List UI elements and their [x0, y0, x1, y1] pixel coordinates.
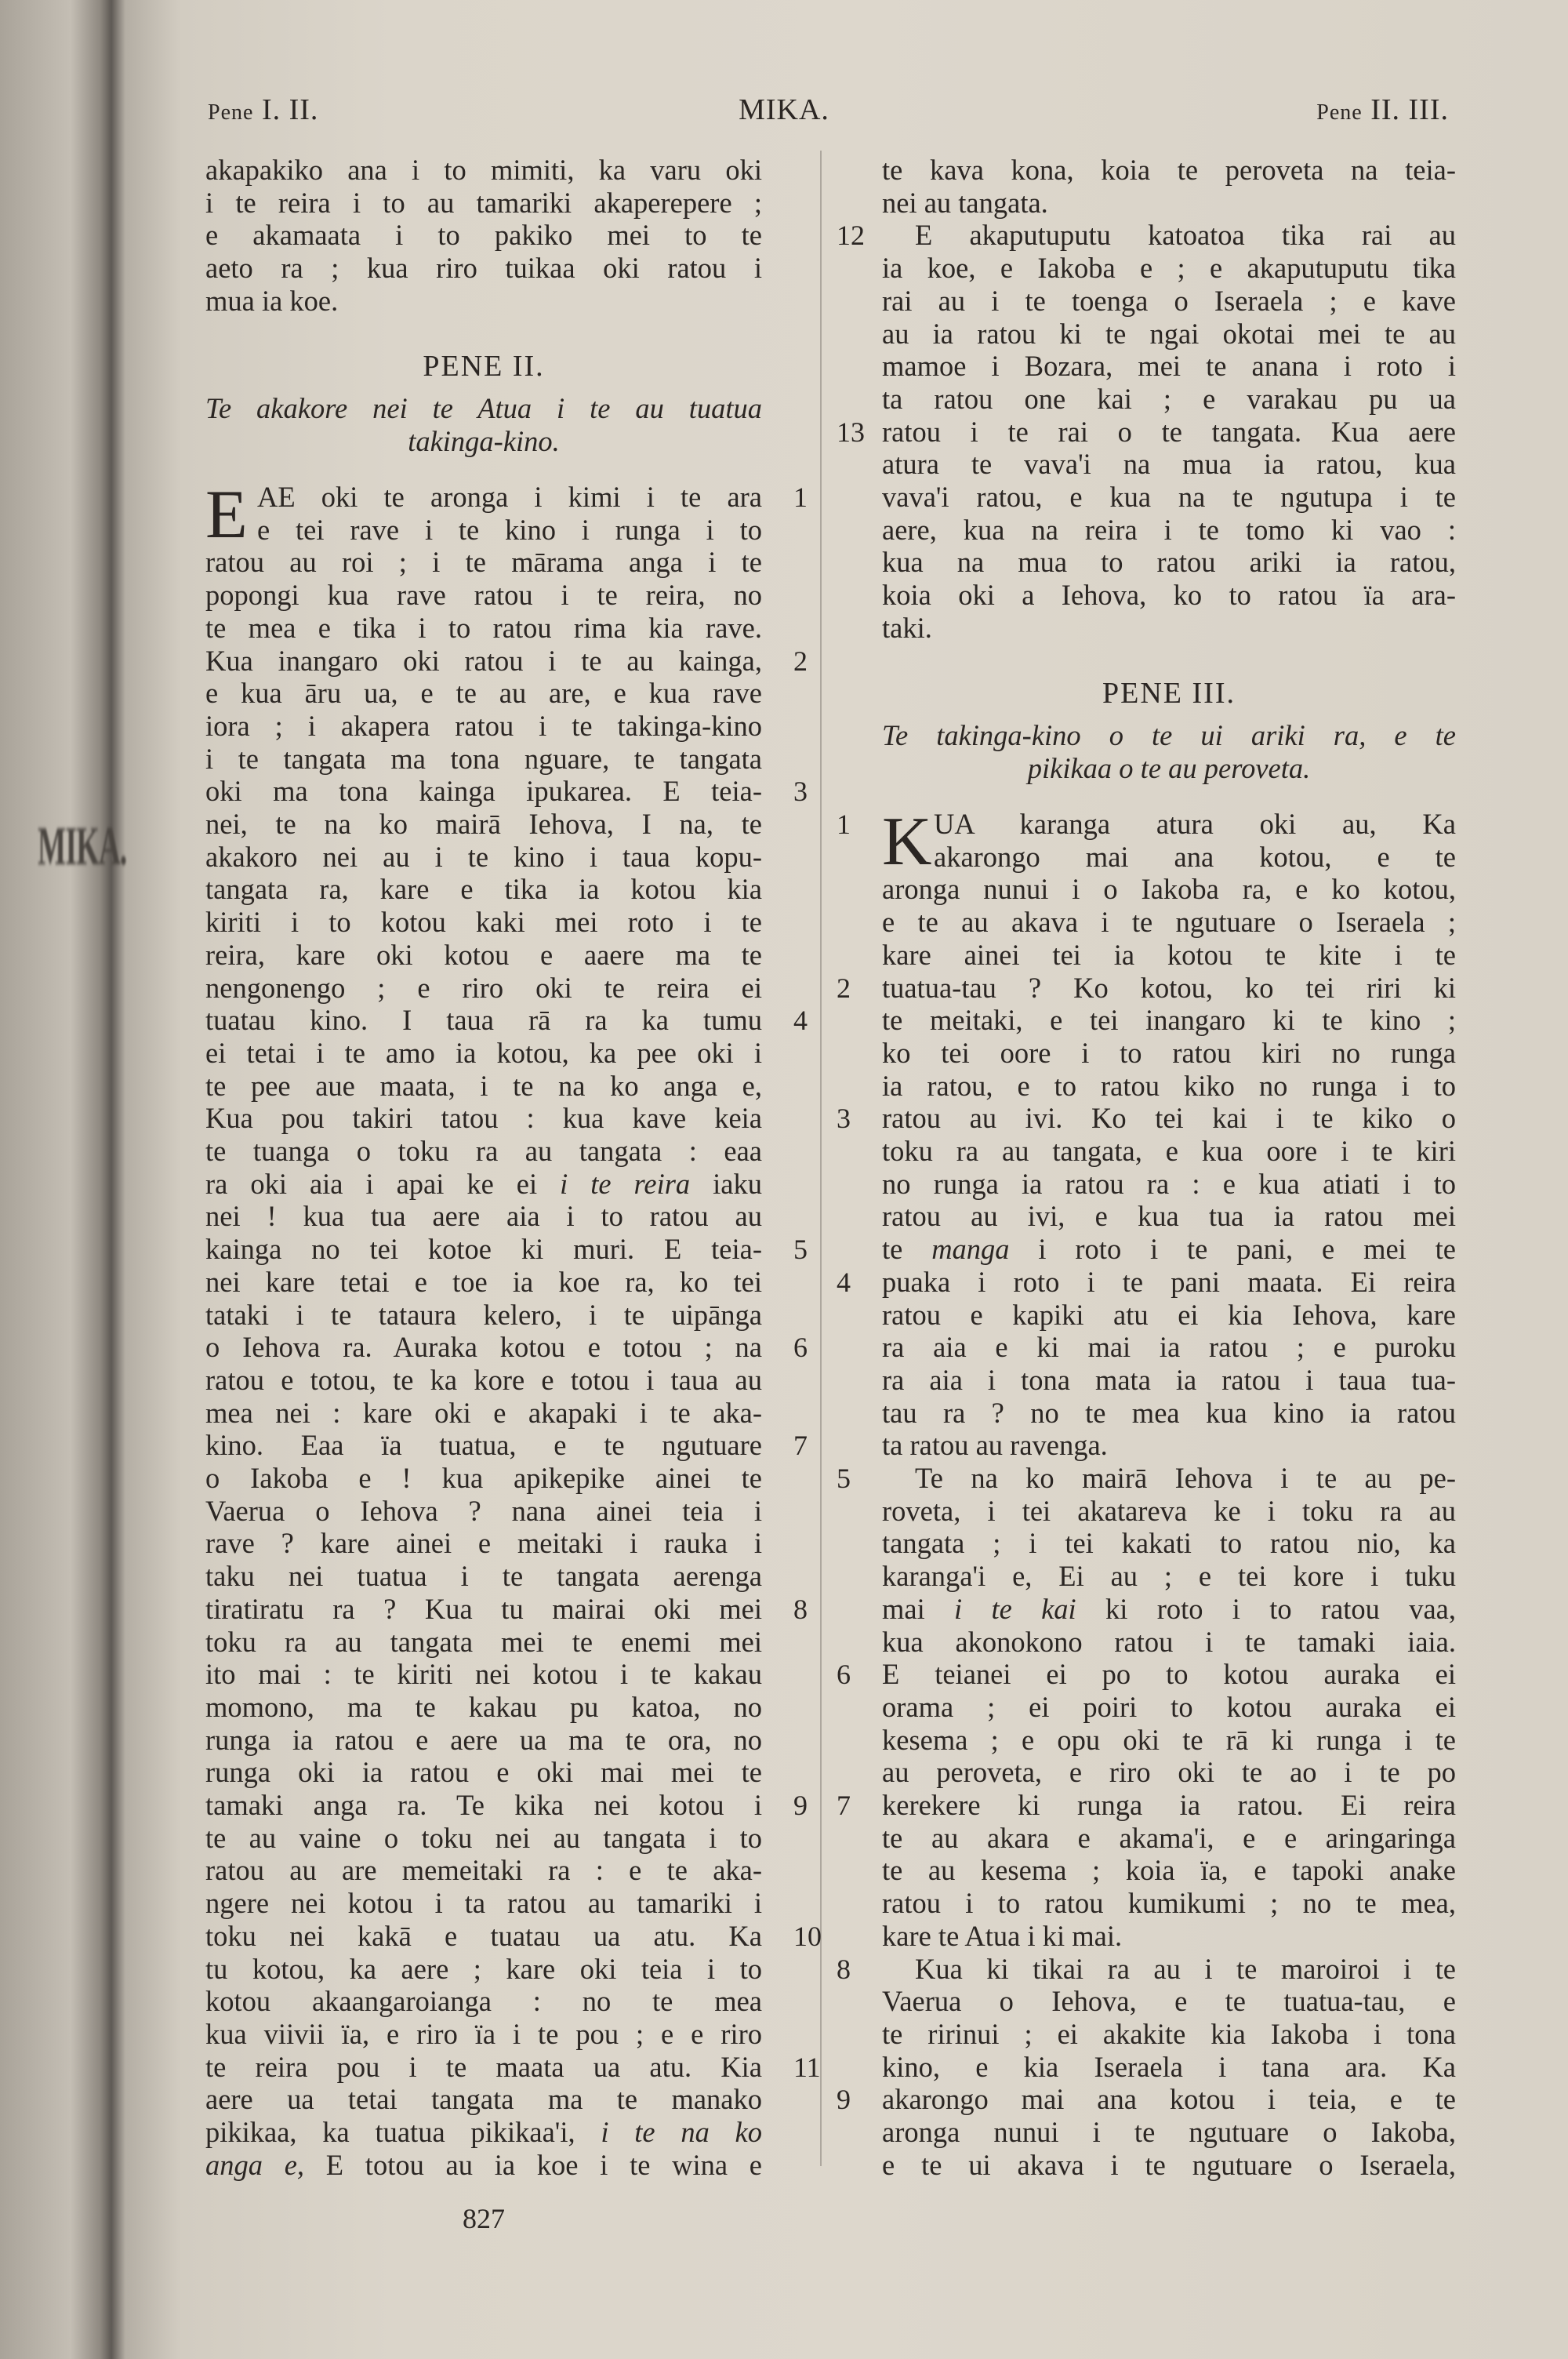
text-line [882, 1364, 1456, 1397]
line-text: roveta, i tei akatareva ke i toku ra au [882, 1494, 1456, 1527]
line-text: kua viivii ïa, e riro ïa i te pou ; e e riro [205, 2017, 762, 2050]
text-segment: iaku [690, 1167, 762, 1200]
text-line [205, 219, 762, 252]
line-text: e te ui akava i te ngutuare o Iseraela, [882, 2148, 1456, 2181]
line-text: UA karanga atura oki au, Ka [934, 808, 1456, 840]
text-line [882, 1920, 1456, 1953]
line-text: Vaerua o Iehova ? nana ainei teia i [205, 1494, 762, 1527]
verse-number: 9 [837, 2084, 851, 2116]
text-line [882, 906, 1456, 939]
text-line [205, 1331, 762, 1364]
text-line [882, 1887, 1456, 1920]
text-line [882, 481, 1456, 514]
line-text: vava'i ratou, e kua na te ngutupa i te [882, 481, 1456, 513]
text-line [882, 1135, 1456, 1168]
text-line [205, 1429, 762, 1462]
text-line [205, 612, 762, 645]
italic-text: i te kai [954, 1592, 1076, 1625]
text-line [882, 514, 1456, 547]
line-text: tu kotou, ka aere ; kare oki teia i to [205, 1952, 762, 1985]
line-text: nengonengo ; e riro oki te reira ei [205, 971, 762, 1004]
line-text: te tuanga o toku ra au tangata : eaa [205, 1135, 762, 1167]
text-segment: te [882, 1233, 932, 1266]
text-line [205, 2116, 762, 2149]
text-line [205, 1266, 762, 1299]
line-text: Kua ki tikai ra au i te maroiroi i te [915, 1952, 1456, 1985]
line-text: puaka i roto i te pani maata. Ei reira [882, 1265, 1456, 1298]
line-text: i te tangata ma tona nguare, te tangata [205, 742, 762, 775]
text-segment: mai [882, 1592, 955, 1625]
running-head-right-chapters: II. III. [1370, 93, 1449, 126]
text-line [882, 1004, 1456, 1037]
text-line [205, 1985, 762, 2018]
text-line [882, 1299, 1456, 1332]
text-line [882, 1397, 1456, 1430]
text-line [205, 1233, 762, 1266]
running-head-left-label: Pene [208, 100, 254, 125]
text-line [882, 1495, 1456, 1528]
text-line [205, 1070, 762, 1103]
text-line [882, 2051, 1456, 2084]
text-line [882, 1429, 1456, 1462]
line-text: kiriti i to kotou kaki mei roto i te [205, 906, 762, 939]
line-text: o Iehova ra. Auraka kotou e totou ; na [205, 1331, 762, 1364]
text-line [205, 1854, 762, 1887]
line-text: e kua āru ua, e te au are, e kua rave [205, 677, 762, 710]
line-text: atura te vava'i na mua ia ratou, kua [882, 448, 1456, 481]
text-line [205, 972, 762, 1005]
text-line [882, 448, 1456, 481]
drop-cap: E [205, 477, 248, 553]
verse-number: 3 [837, 1103, 851, 1135]
text-line [205, 252, 762, 285]
column-divider [820, 151, 822, 2166]
line-text: au ia ratou ki te ngai okotai mei te au [882, 317, 1456, 350]
text-line [205, 906, 762, 939]
line-text: ia ratou, e to ratou kiko no runga i to [882, 1069, 1456, 1102]
line-text: e te au akava i te ngutuare o Iseraela ; [882, 906, 1456, 939]
text-line [882, 873, 1456, 906]
text-line [205, 1299, 762, 1332]
line-text: ito mai : te kiriti nei kotou i te kakau [205, 1658, 762, 1691]
text-line [205, 1037, 762, 1070]
text-line [205, 1626, 762, 1659]
running-head-left-chapters: I. II. [261, 93, 319, 126]
text-line [205, 1789, 762, 1822]
line-text: te reira pou i te maata ua atu. Kia [205, 2050, 762, 2083]
verse-number: 2 [837, 972, 851, 1004]
text-line [882, 1756, 1456, 1789]
text-segment: ki roto i to ratou vaa, [1076, 1592, 1456, 1625]
line-text: e tei rave i te kino i runga i to [257, 513, 762, 546]
text-line [882, 1331, 1456, 1364]
line-text: runga ia ratou e aere ua ma te ora, no [205, 1723, 762, 1756]
text-line [205, 2018, 762, 2051]
text-line [882, 1789, 1456, 1822]
verse-number: 8 [793, 1593, 808, 1625]
text-line [205, 645, 762, 678]
text-line [205, 710, 762, 743]
line-text: tiratiratu ra ? Kua tu mairai oki mei [205, 1592, 762, 1625]
italic-text: i te reira [560, 1167, 691, 1200]
line-text: ratou i to ratou kumikumi ; no te mea, [882, 1887, 1456, 1920]
text-line [882, 1985, 1456, 2018]
text-line [205, 1364, 762, 1397]
text-line [882, 2149, 1456, 2182]
line-text: nei, te na ko mairā Iehova, I na, te [205, 808, 762, 840]
text-line [205, 775, 762, 808]
verse-number: 2 [793, 645, 808, 677]
text-line [205, 318, 762, 351]
text-line [882, 383, 1456, 416]
line-text: orama ; ei poiri to kotou auraka ei [882, 1690, 1456, 1723]
text-line [882, 775, 1456, 808]
line-text: aere ua tetai tangata ma te manako [205, 2083, 762, 2116]
line-text: aere, kua na reira i te tomo ki vao : [882, 513, 1456, 546]
line-text: mua ia koe. [205, 284, 339, 317]
text-line [205, 1527, 762, 1560]
line-text: tau ra ? no te mea kua kino ia ratou [882, 1396, 1456, 1429]
line-text: ratou i te rai o te tangata. Kua aere [882, 415, 1456, 448]
line-text: ratou e totou, te ka kore e totou i taua au [205, 1363, 762, 1396]
text-line [882, 219, 1456, 252]
line-text: tuatua-tau ? Ko kotou, ko tei riri ki [882, 971, 1456, 1004]
line-text: kua na mua to ratou ariki ia ratou, [882, 546, 1456, 579]
line-text: momono, ma te kakau pu katoa, no [205, 1690, 762, 1723]
line-text: kesema ; e opu oki te rā ki runga i te [882, 1723, 1456, 1756]
line-text: te kava kona, koia te peroveta na teia- [882, 154, 1456, 186]
text-line [882, 1691, 1456, 1724]
line-text: te mea e tika i to ratou rima kia rave. [205, 611, 762, 644]
chapter-summary-line [882, 719, 1456, 752]
text-line [882, 416, 1456, 449]
text-line [882, 1854, 1456, 1887]
line-text: kua akonokono ratou i te tamaki iaia. [882, 1625, 1456, 1658]
line-text: i te reira i to au tamariki akaperepere ; [205, 186, 762, 219]
line-text: kino. Eaa ïa tuatua, e te ngutuare [205, 1429, 762, 1462]
text-line [205, 1756, 762, 1789]
text-line [882, 939, 1456, 972]
verse-number: 12 [837, 220, 865, 252]
drop-cap: K [882, 804, 932, 880]
text-segment: pikikaa, ka tuatua pikikaa'i, [205, 2116, 601, 2148]
text-line [882, 1953, 1456, 1986]
text-line [205, 579, 762, 612]
text-line [205, 1168, 762, 1201]
line-text: akakoro nei au i te kino i taua kopu- [205, 840, 762, 873]
line-text: Vaerua o Iehova, e te tuatua-tau, e [882, 1985, 1456, 2018]
line-text: toku ra au tangata mei te enemi mei [205, 1625, 762, 1658]
line-text: ta ratou one kai ; e varakau pu ua [882, 382, 1456, 415]
line-text: oki ma tona kainga ipukarea. E teia- [205, 775, 762, 808]
text-line [205, 1004, 762, 1037]
verse-number: 9 [793, 1790, 808, 1821]
text-line [882, 1593, 1456, 1626]
line-text: aronga nunui i te ngutuare o Iakoba, [882, 2116, 1456, 2148]
line-text: te au vaine o toku nei au tangata i to [205, 1821, 762, 1854]
line-text: Kua inangaro oki ratou i te au kainga, [205, 644, 762, 677]
text-line [882, 1200, 1456, 1233]
line-text: e akamaata i to pakiko mei to te [205, 219, 762, 252]
text-line [205, 1102, 762, 1135]
line-text: no runga ia ratou ra : e kua atiati i to [882, 1167, 1456, 1200]
line-text: ko tei oore i to ratou kiri no runga [882, 1036, 1456, 1069]
text-line [882, 546, 1456, 579]
text-line [882, 252, 1456, 285]
verse-number: 8 [837, 1953, 851, 1985]
line-text: Te na ko mairā Iehova i te au pe- [915, 1462, 1456, 1494]
line-text: Kua pou takiri tatou : kua kave keia [205, 1102, 762, 1135]
line-text: ratou au ivi, e kua tua ia ratou mei [882, 1200, 1456, 1233]
text-line [205, 677, 762, 710]
line-text: tataki i te tataura kelero, i te uipānga [205, 1298, 762, 1331]
verse-number: 10 [793, 1920, 822, 1952]
line-text: rave ? kare ainei e meitaki i rauka i [205, 1527, 762, 1560]
line-text: akapakiko ana i to mimiti, ka varu oki [205, 154, 762, 186]
text-line [205, 743, 762, 776]
text-line [882, 1658, 1456, 1691]
verse-number: 7 [793, 1430, 808, 1462]
line-text: pikikaa o te au peroveta. [1027, 751, 1311, 784]
italic-text: anga e, [205, 2148, 305, 2181]
text-line [205, 1658, 762, 1691]
text-line [205, 1560, 762, 1593]
italic-text: manga [931, 1233, 1010, 1266]
text-line [205, 546, 762, 579]
text-line [205, 841, 762, 874]
line-text: ratou e kapiki atu ei kia Iehova, kare [882, 1298, 1456, 1331]
line-text: popongi kua rave ratou i te reira, no [205, 579, 762, 612]
line-text: nei kare tetai e toe ia koe ra, ko tei [205, 1265, 762, 1298]
text-segment: ra oki aia i apai ke ei [205, 1167, 561, 1200]
line-text: runga oki ia ratou e oki mai mei te [205, 1756, 762, 1789]
line-text: akarongo mai ana kotou, e te [934, 840, 1456, 873]
line-text: aronga nunui i o Iakoba ra, e ko kotou, [882, 873, 1456, 906]
line-text: nei ! kua tua aere aia i to ratou au [205, 1200, 762, 1233]
line-text: ei tetai i te amo ia kotou, ka pee oki i [205, 1036, 762, 1069]
running-head-book-title: MIKA. [739, 93, 829, 126]
line-text: kerekere ki runga ia ratou. Ei reira [882, 1789, 1456, 1821]
text-line [205, 285, 762, 318]
verse-number: 4 [837, 1266, 851, 1298]
line-text: te au akara e akama'i, e e aringaringa [882, 1821, 1456, 1854]
page-number: 827 [463, 2203, 505, 2234]
verse-number: 1 [837, 809, 851, 840]
line-text: kare ainei tei ia kotou te kite i te [882, 938, 1456, 971]
line-text: te pee aue maata, i te na ko anga e, [205, 1069, 762, 1102]
verse-number: 13 [837, 416, 865, 448]
line-text: au peroveta, e riro oki te ao i te po [882, 1756, 1456, 1789]
text-line [882, 612, 1456, 645]
line-text: kare te Atua i ki mai. [882, 1919, 1123, 1952]
running-head-right [1316, 93, 1449, 127]
text-line [205, 2051, 762, 2084]
text-line [205, 154, 762, 187]
line-text: ratou au roi ; i te mārama anga i te [205, 546, 762, 579]
text-line [205, 939, 762, 972]
text-line [205, 1953, 762, 1986]
line-text: mea nei : kare oki e akapaki i te aka- [205, 1396, 762, 1429]
text-line [882, 350, 1456, 383]
running-head-right-label: Pene [1316, 100, 1363, 125]
line-text: kino, e kia Iseraela i tana ara. Ka [882, 2050, 1456, 2083]
verse-number: 6 [837, 1659, 851, 1691]
line-text: te au kesema ; koia ïa, e tapoki anake [882, 1854, 1456, 1887]
text-segment: i roto i te pani, e mei te [1009, 1233, 1456, 1266]
line-text: ratou au are memeitaki ra : e te aka- [205, 1854, 762, 1887]
text-line [882, 1233, 1456, 1266]
line-text: Te akakore nei te Atua i te au tuatua [205, 391, 762, 424]
chapter-heading [205, 350, 762, 383]
line-text: mamoe i Bozara, mei te anana i roto i [882, 350, 1456, 383]
line-text: koia oki a Iehova, ko to ratou ïa ara- [882, 579, 1456, 612]
line-text: PENE II. [423, 350, 545, 383]
line-text: taki. [882, 611, 932, 644]
verse-number: 6 [793, 1332, 808, 1364]
line-text: tangata ra, kare e tika ia kotou kia [205, 873, 762, 906]
verse-number: 4 [793, 1005, 808, 1037]
text-line [205, 448, 762, 481]
text-line [205, 1135, 762, 1168]
text-line [205, 1887, 762, 1920]
text-line [882, 2083, 1456, 2116]
text-line [882, 1560, 1456, 1593]
line-text: ia koe, e Iakoba e ; e akaputuputu tika [882, 252, 1456, 285]
text-line [205, 808, 762, 841]
line-text: tangata ; i tei kakati to ratou nio, ka [882, 1527, 1456, 1560]
text-line [882, 1724, 1456, 1757]
line-text: toku ra au tangata, e kua oore i te kiri [882, 1135, 1456, 1167]
text-line [882, 1527, 1456, 1560]
text-line [882, 1070, 1456, 1103]
line-text: rai au i te toenga o Iseraela ; e kave [882, 284, 1456, 317]
line-text: akarongo mai ana kotou i teia, e te [882, 2083, 1456, 2116]
line-text: ra aia e ki mai ia ratou ; e puroku [882, 1331, 1456, 1364]
text-line [882, 318, 1456, 351]
line-text: E teianei ei po to kotou auraka ei [882, 1658, 1456, 1691]
verse-number: 5 [837, 1463, 851, 1494]
verse-number: 1 [793, 482, 808, 513]
text-line [882, 1266, 1456, 1299]
text-line [205, 1724, 762, 1757]
text-line [205, 1200, 762, 1233]
line-text: te ririnui ; ei akakite kia Iakoba i tona [882, 2017, 1456, 2050]
text-line [205, 873, 762, 906]
text-line [882, 187, 1456, 220]
chapter-summary-line [205, 392, 762, 425]
text-line [205, 187, 762, 220]
text-line [205, 1822, 762, 1855]
line-text: ratou au ivi. Ko tei kai i te kiko o [882, 1102, 1456, 1135]
text-line [882, 1822, 1456, 1855]
text-line [882, 1168, 1456, 1201]
text-line [882, 2018, 1456, 2051]
text-line [882, 285, 1456, 318]
text-line [882, 972, 1456, 1005]
text-line [205, 514, 762, 547]
running-head-left [208, 93, 318, 127]
line-text: taku nei tuatua i te tangata aerenga [205, 1560, 762, 1593]
line-text: toku nei kakā e tuatau ua atu. Ka [205, 1919, 762, 1952]
text-line [882, 645, 1456, 678]
text-line [205, 1462, 762, 1495]
line-text: tuatau kino. I taua rā ra ka tumu [205, 1004, 762, 1037]
line-text: kainga no tei kotoe ki muri. E teia- [205, 1233, 762, 1266]
text-line [882, 1462, 1456, 1495]
line-text: ra aia i tona mata ia ratou i taua tua- [882, 1363, 1456, 1396]
text-line [205, 2149, 762, 2182]
previous-page-fragment: MIKA. [38, 816, 127, 877]
text-line [205, 1397, 762, 1430]
text-line [882, 1626, 1456, 1659]
line-text: nei au tangata. [882, 186, 1048, 219]
line-text: E akaputuputu katoatoa tika rai au [915, 219, 1456, 252]
verse-number: 3 [793, 776, 808, 808]
line-text: ngere nei kotou i ta ratou au tamariki i [205, 1887, 762, 1920]
line-text: tamaki anga ra. Te kika nei kotou i [205, 1789, 762, 1821]
verse-number: 5 [793, 1234, 808, 1266]
text-segment: E totou au ia koe i te wina e [304, 2148, 763, 2181]
line-text: PENE III. [1102, 677, 1236, 711]
text-line [205, 1495, 762, 1528]
text-line [205, 1593, 762, 1626]
text-line [882, 154, 1456, 187]
line-text: AE oki te aronga i kimi i te ara [257, 481, 762, 513]
line-text: takinga-kino. [408, 424, 560, 457]
line-text: iora ; i akapera ratou i te takinga-kino [205, 709, 762, 742]
line-text: Te takinga-kino o te ui ariki ra, e te [882, 718, 1456, 751]
italic-text: i te na ko [601, 2116, 763, 2148]
text-line [882, 1102, 1456, 1135]
text-line [205, 2083, 762, 2116]
text-line [205, 1920, 762, 1953]
chapter-heading [882, 677, 1456, 710]
line-text: o Iakoba e ! kua apikepike ainei te [205, 1462, 762, 1494]
text-line [882, 1037, 1456, 1070]
text-line [882, 2116, 1456, 2149]
verse-number: 7 [837, 1790, 851, 1821]
line-text: te meitaki, e tei inangaro ki te kino ; [882, 1004, 1456, 1037]
line-text: kotou akaangaroianga : no te mea [205, 1985, 762, 2018]
line-text: reira, kare oki kotou e aaere ma te [205, 938, 762, 971]
text-line [882, 579, 1456, 612]
line-text: karanga'i e, Ei au ; e tei kore i tuku [882, 1560, 1456, 1593]
text-line [882, 841, 1456, 874]
line-text: aeto ra ; kua riro tuikaa oki ratou i [205, 252, 762, 285]
verse-number: 11 [793, 2051, 821, 2083]
line-text: ta ratou au ravenga. [882, 1429, 1108, 1462]
text-line [205, 1691, 762, 1724]
